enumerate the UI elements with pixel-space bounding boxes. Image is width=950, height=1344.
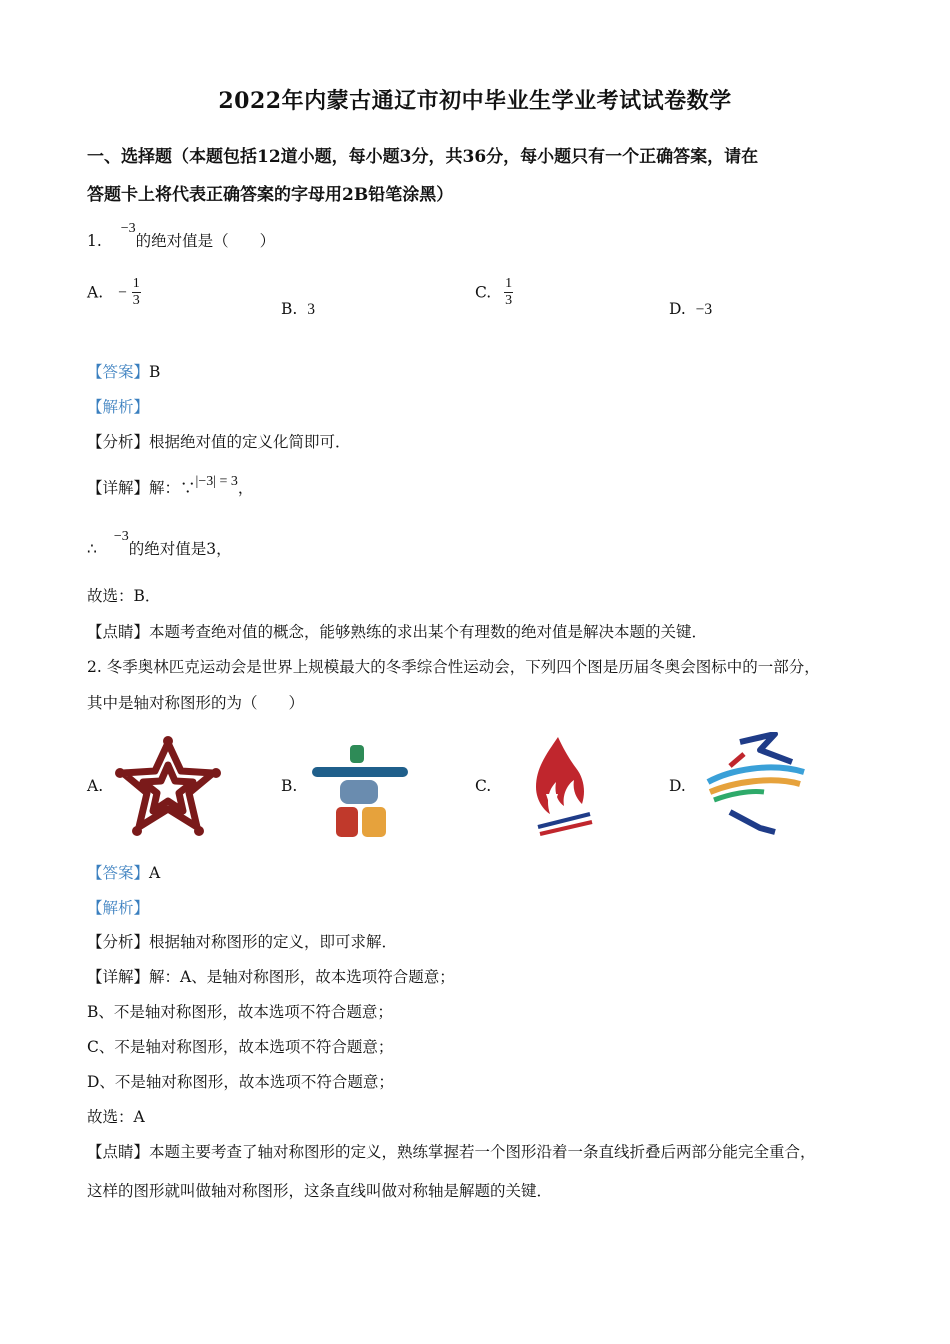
q2-stem-line1: 2. 冬季奥林匹克运动会是世界上规模最大的冬季综合性运动会，下列四个图是历届冬奥会图标中的一部分，	[87, 658, 820, 676]
q2-option-c-label: C.	[475, 777, 492, 795]
q2-choose: 故选：A	[87, 1108, 145, 1126]
q2-dianjing-2: 这样的图形就叫做轴对称图形，这条直线叫做对称轴是解题的关键．	[87, 1182, 553, 1200]
q2-option-a-label: A.	[87, 777, 104, 795]
q1-therefore: ∴ −3的绝对值是3，	[87, 529, 232, 558]
page-title: 2022年内蒙古通辽市初中毕业生学业考试试卷数学	[218, 88, 732, 114]
q2-dianjing-1: 【点睛】本题主要考查了轴对称图形的定义，熟练掌握若一个图形沿着一条直线折叠后两部分能完全重合，	[87, 1143, 816, 1161]
winter-olympics-logo-a	[113, 735, 223, 840]
q1-option-a-fraction: $\frac{1}{3}$	[132, 276, 140, 308]
q2-option-d-label: D.	[669, 777, 686, 795]
q1-option-c: C. $\frac{1}{3}$	[475, 276, 513, 308]
q1-detail-expression: |−3| = 3	[195, 474, 238, 489]
q1-stem	[87, 221, 276, 251]
q2-detail-3: C、不是轴对称图形，故本选项不符合题意；	[87, 1038, 394, 1056]
q1-choose: 故选：B．	[87, 587, 161, 605]
q1-answer: 【答案】B	[87, 363, 161, 381]
q1-number: 1.	[87, 232, 102, 250]
q2-answer: 【答案】A	[87, 864, 161, 882]
q2-analysis-tag: 【解析】	[87, 899, 150, 917]
winter-olympics-logo-c	[528, 732, 598, 842]
section-heading-line1: 一、选择题（本题包括12道小题，每小题3分，共36分，每小题只有一个正确答案，请在	[87, 147, 759, 167]
q2-detail-2: B、不是轴对称图形，故本选项不符合题意；	[87, 1003, 393, 1021]
q1-fenxi: 【分析】根据绝对值的定义化简即可．	[87, 433, 351, 451]
q2-detail-1: 【详解】解：A、是轴对称图形，故本选项符合题意；	[87, 968, 455, 986]
q2-detail-4: D、不是轴对称图形，故本选项不符合题意；	[87, 1073, 394, 1091]
q1-option-d: D. −3	[669, 300, 713, 318]
winter-olympics-logo-d	[700, 732, 810, 837]
q1-dianjing: 【点睛】本题考查绝对值的概念，能够熟练的求出某个有理数的绝对值是解决本题的关键．	[87, 623, 708, 641]
q1-stem-text: 的绝对值是（ ）	[135, 232, 276, 250]
q1-option-c-fraction: $\frac{1}{3}$	[505, 276, 513, 308]
q1-analysis-tag: 【解析】	[87, 398, 150, 416]
q2-fenxi: 【分析】根据轴对称图形的定义，即可求解．	[87, 933, 398, 951]
q1-expression: −3	[120, 221, 136, 236]
section-heading-line2: 答题卡上将代表正确答案的字母用2B铅笔涂黑）	[87, 185, 454, 205]
q1-detail: 【详解】解：∵|−3| = 3，	[87, 474, 254, 497]
q2-stem-line2: 其中是轴对称图形的为（ ）	[87, 694, 305, 712]
q1-option-a: A. − $\frac{1}{3}$	[87, 276, 140, 308]
q1-option-b: B. 3	[281, 300, 315, 318]
winter-olympics-logo-b	[310, 745, 410, 840]
q2-option-b-label: B.	[281, 777, 298, 795]
